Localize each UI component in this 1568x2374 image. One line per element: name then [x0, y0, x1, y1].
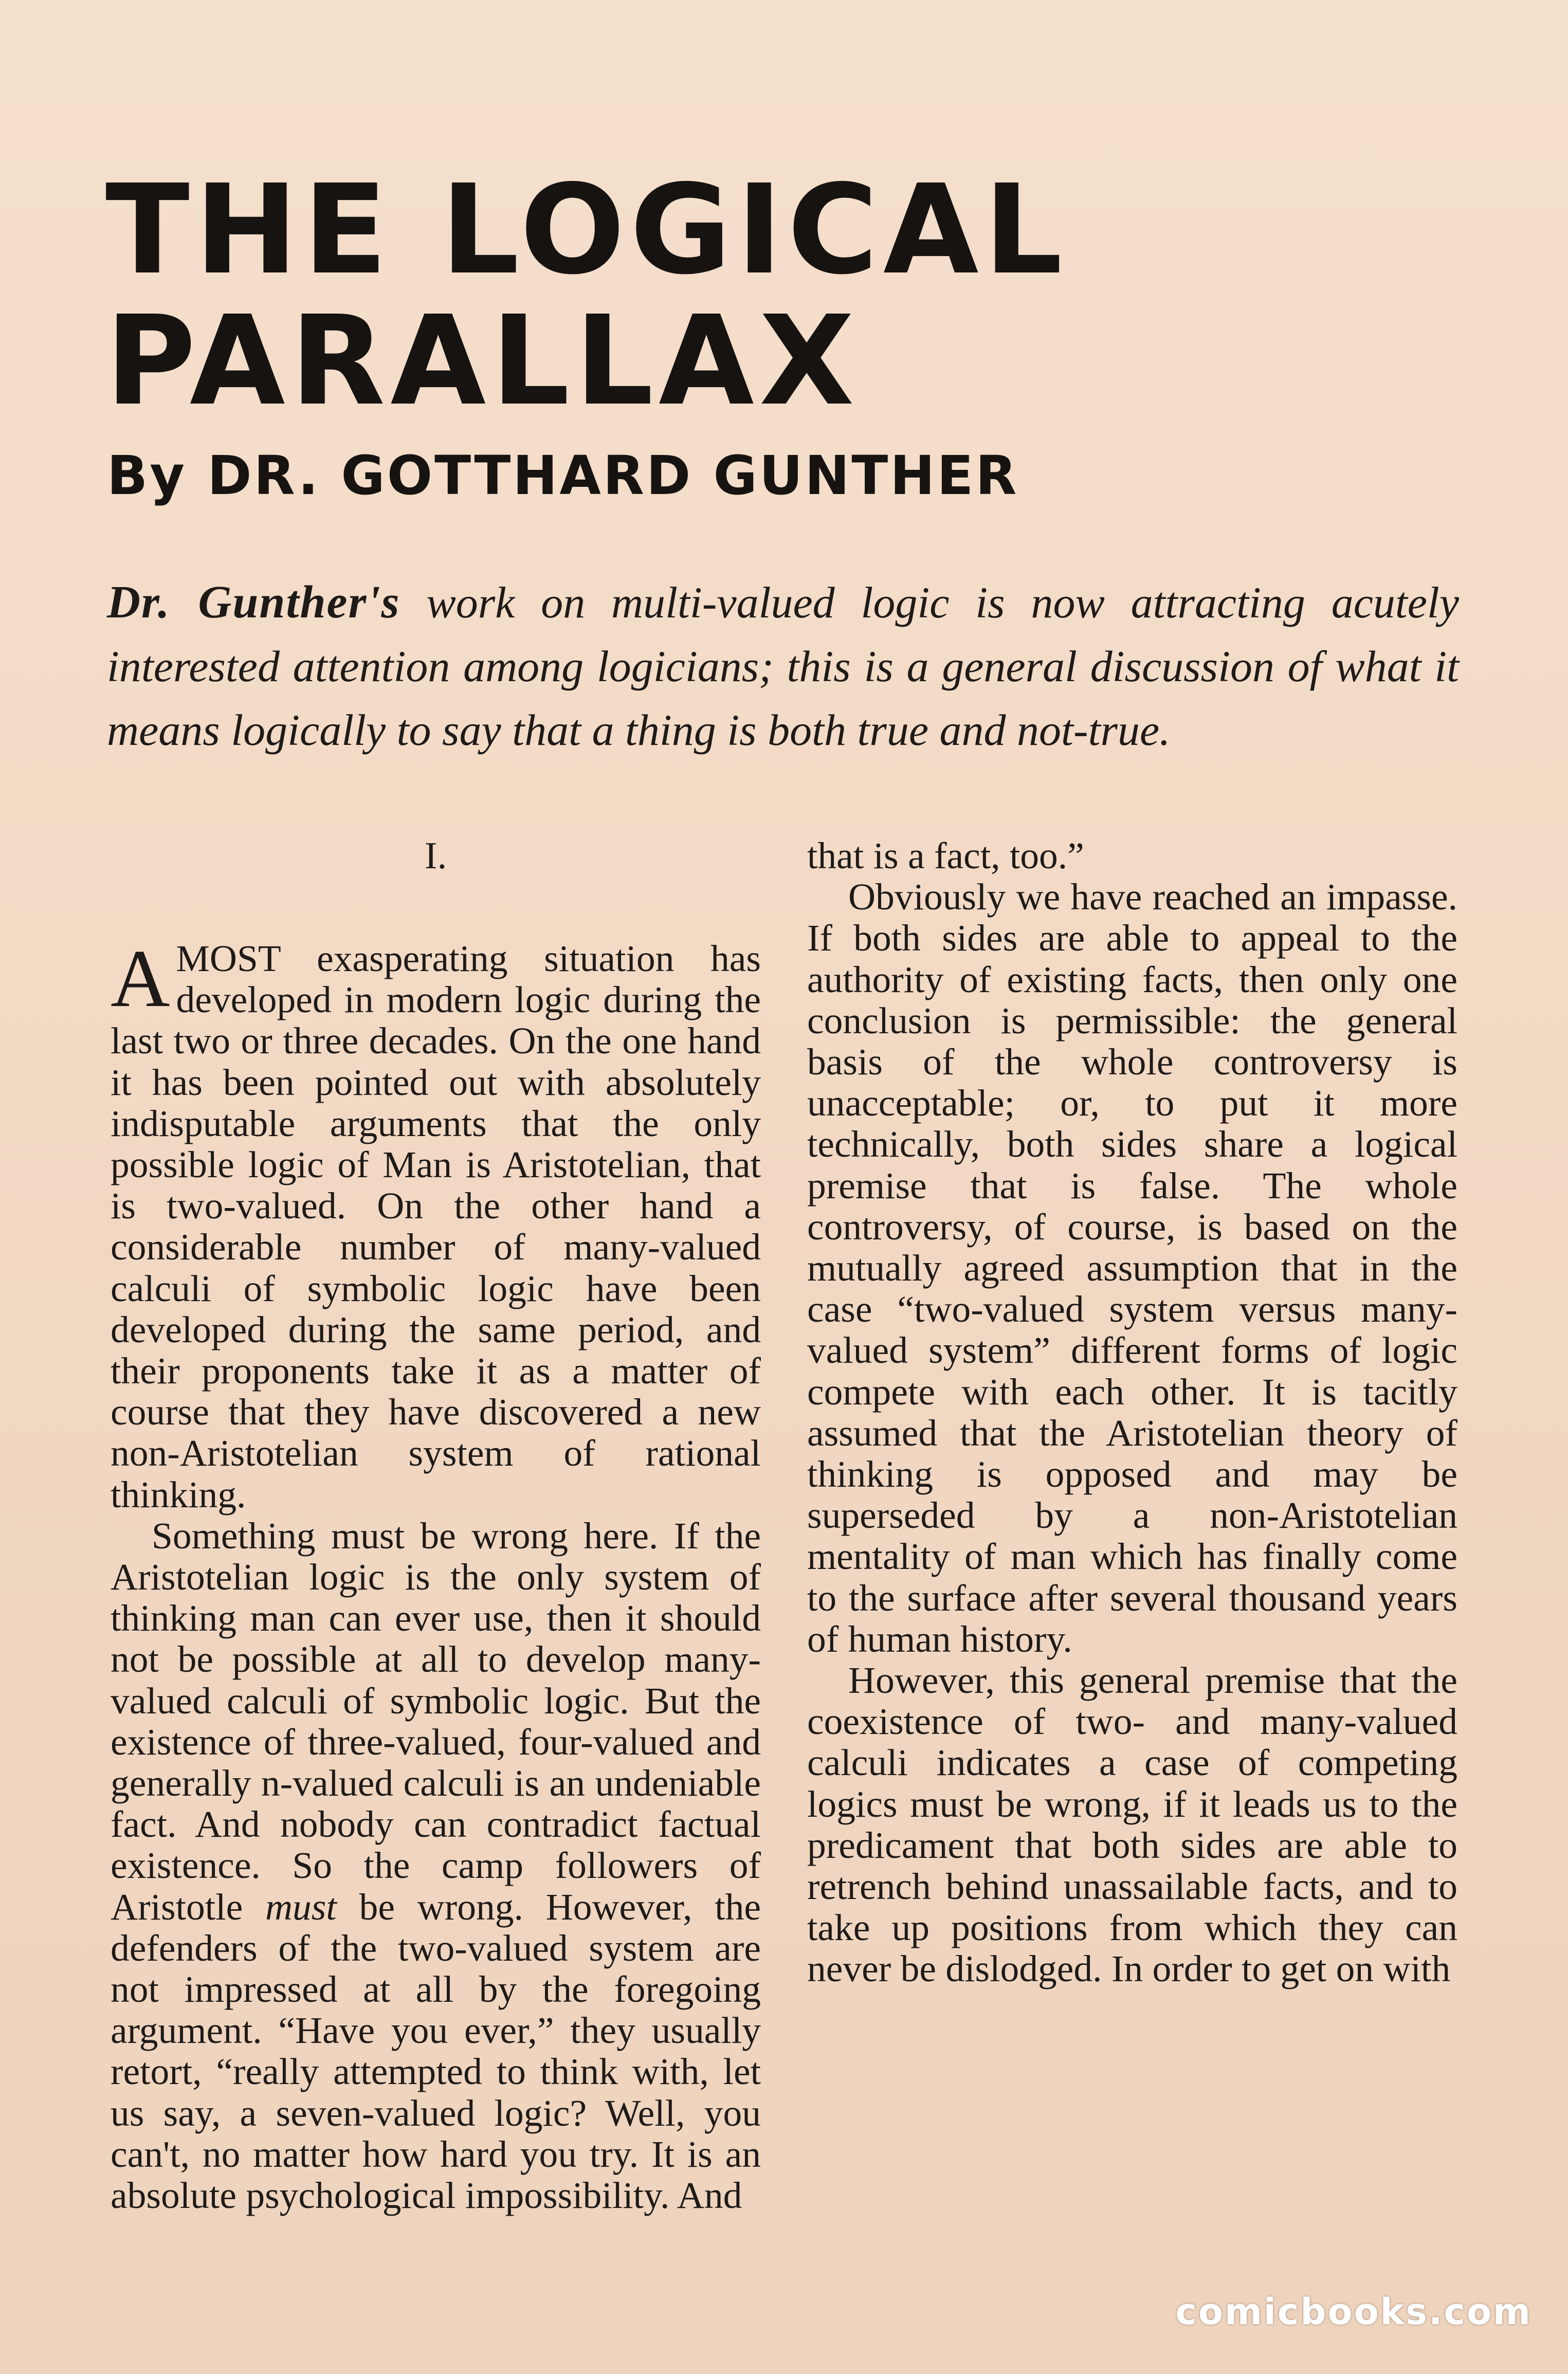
body-paragraph-1 — [111, 933, 761, 1515]
site-watermark: comicbooks.com — [1175, 2291, 1532, 2333]
drop-cap: A — [111, 933, 170, 1024]
intro-lead-author: Dr. Gunther's — [107, 577, 400, 628]
article-title — [105, 158, 1068, 433]
emphasis-must: must — [265, 1886, 337, 1928]
section-number: I. — [424, 835, 447, 877]
body-paragraph-3: Obviously we have reached an impasse. If both sides are able to appeal to the authority of existing facts, then only one conclusion is permissible: the general basis of the whole controversy is unacceptable; or, to put it more technically, both sides share a logical premise that is false. The whole controversy, of course, is based on the mutually agreed assumption that in the case “two-valued system versus many-valued system” different forms of logic compete with each other. It is tacitly assumed that the Aristotelian theory of thinking is opposed and may be superseded by a non-Aristotelian mentality of man which has finally come to the surface after several thousand years of human history. — [807, 876, 1457, 1660]
article-intro-blurb — [107, 571, 1459, 762]
body-column-left — [111, 835, 761, 2216]
article-title-line-1: THE LOGICAL — [105, 158, 1068, 302]
body-column-right — [807, 835, 1457, 1990]
author-byline: By DR. GOTTHARD GUNTHER — [107, 444, 1019, 507]
paragraph-1-text: MOST exasperating situation has developed in modern logic during the last two or three decades. On the one hand it has been pointed out with absolutely indisputable arguments that the only possible logic of Man is Aristotelian, that is two-valued. On the other hand a considerable number of many-valued calculi of symbolic logic have been developed during the same period, and their proponents take it as a matter of course that they have discovered a new non-Aristotelian system of rational thinking. — [111, 938, 761, 1515]
paragraph-2-text-a: Something must be wrong here. If the Aristotelian logic is the only system of thinking man can ever use, then it should not be possible at all to develop many-valued calculi of symbolic logic. But the existence of three-valued, four-valued and generally n-valued calculi is an undeniable fact. And nobody can contradict factual existence. So the camp followers of Aristotle — [111, 1514, 761, 1928]
paragraph-2-text-b: be wrong. However, the defenders of the two-valued system are not impressed at all by the foregoing argument. “Have you ever,” they usually retort, “really attempted to think with, let us say, a seven-valued logic? Well, you can't, no matter how hard you try. It is an absolute psychological impossibility. And — [111, 1886, 761, 2217]
article-title-line-2: PARALLAX — [105, 289, 860, 433]
body-paragraph-2 — [111, 1515, 761, 2216]
body-paragraph-2-continued: that is a fact, too.” — [807, 835, 1084, 876]
intro-text: work on multi-valued logic is now attracting acutely interested attention among logicians; this is a general discussion of what it means logically to say that a thing is both true and not-true. — [107, 578, 1459, 755]
body-paragraph-4: However, this general premise that the coexistence of two- and many-valued calculi indicates a case of competing logics must be wrong, if it leads us to the predicament that both sides are able to retrench behind unassailable facts, and to take up positions from which they can never be dislodged. In order to get on with — [807, 1659, 1457, 1990]
